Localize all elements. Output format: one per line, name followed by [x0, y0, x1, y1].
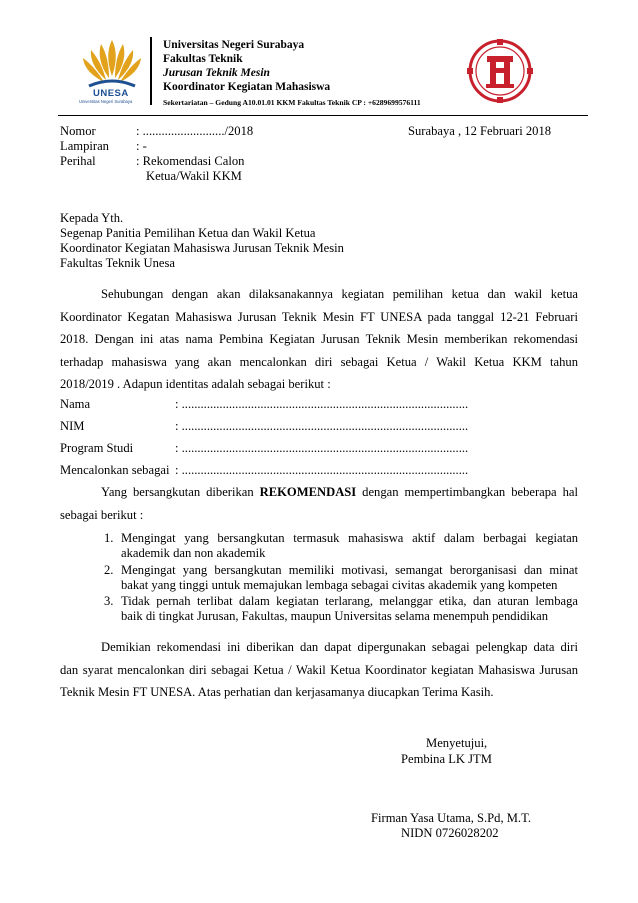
signer-name: Firman Yasa Utama, S.Pd, M.T. — [371, 811, 531, 825]
list-text: Mengingat yang bersangkutan memiliki motivasi, semangat berorganisasi dan minat — [121, 563, 578, 577]
list-text: bakat yang tinggi untuk memajukan lembaga sebagai civitas akademik yang kompeten — [121, 578, 558, 592]
recipient-greeting: Kepada Yth. — [60, 211, 124, 225]
recipient-line: Fakultas Teknik Unesa — [60, 256, 176, 270]
kkm-jtm-emblem-icon — [466, 38, 534, 104]
header-divider — [150, 37, 152, 105]
header-address: Sekertariatan – Gedung A10.01.01 KKM Fakultas Teknik CP : +6289699576111 — [163, 98, 421, 107]
field-label-program-studi: Program Studi — [60, 441, 134, 455]
paragraph-line: Teknik Mesin FT UNESA. Atas perhatian dan kerjasamanya diucapkan Terima Kasih. — [60, 685, 494, 700]
paragraph-line — [60, 481, 578, 504]
body-paragraph-intro — [60, 283, 578, 396]
unesa-logo-text: UNESA — [93, 88, 129, 99]
list-item — [104, 594, 578, 624]
unesa-logo — [79, 36, 145, 108]
field-blank-nama: : ........................................................................................... — [175, 397, 469, 411]
paragraph-line: dan syarat mencalonkan diri sebagai Ketua / Wakil Ketua Koordinator kegiatan Mahasiswa Jurusan — [60, 662, 578, 677]
letter-date: Surabaya , 12 Februari 2018 — [408, 124, 552, 138]
paragraph-line: Demikian rekomendasi ini diberikan dan dapat dipergunakan sebagai pelengkap data diri — [101, 640, 578, 654]
faculty-name: Fakultas Teknik — [163, 53, 243, 65]
signer-nidn: NIDN 0726028202 — [401, 826, 499, 840]
kkm-logo — [466, 38, 534, 104]
field-label-mencalonkan: Mencalonkan sebagai — [60, 463, 170, 477]
list-text: baik di tingkat Jurusan, Fakultas, maupun Universitas selama menempuh pendidikan — [121, 609, 549, 623]
rekomendasi-emphasis: REKOMENDASI — [259, 485, 357, 499]
lampiran-label: Lampiran — [60, 139, 109, 153]
list-number: 1. — [104, 531, 114, 545]
perihal-value-cont: Ketua/Wakil KKM — [146, 169, 242, 183]
paragraph-line: 2018/2019 . Adapun identitas adalah sebagai berikut : — [60, 377, 331, 392]
university-name: Universitas Negeri Surabaya — [163, 39, 305, 51]
nomor-label: Nomor — [60, 124, 96, 138]
list-number: 2. — [104, 563, 114, 577]
perihal-label: Perihal — [60, 154, 96, 168]
paragraph-line: 2018. Dengan ini atas nama Pembina Kegiatan Jurusan Teknik Mesin memberikan rekomendasi — [60, 332, 578, 347]
paragraph-line: sebagai berikut : — [60, 507, 144, 522]
organization-name: Koordinator Kegiatan Mahasiswa — [163, 81, 331, 93]
list-number: 3. — [104, 594, 114, 608]
list-text: Tidak pernah terlibat dalam kegiatan terlarang, melanggar etika, dan aturan lembaga — [121, 594, 578, 608]
approval-label: Menyetujui, — [426, 736, 488, 750]
header-rule — [58, 115, 588, 116]
field-blank-nim: : ........................................................................................... — [175, 419, 469, 433]
list-item — [104, 531, 578, 561]
unesa-emblem-icon — [79, 36, 145, 92]
field-label-nim: NIM — [60, 419, 85, 433]
field-blank-mencalonkan: : ........................................................................................... — [175, 463, 469, 477]
letterhead — [0, 0, 638, 118]
paragraph-line: terhadap mahasiswa yang akan mencalonkan diri sebagai Ketua / Wakil Ketua KKM tahun — [60, 354, 578, 369]
list-item — [104, 563, 578, 593]
nomor-value: : ........................../2018 — [136, 124, 254, 138]
paragraph-line: Sehubungan dengan akan dilaksanakannya kegiatan pemilihan ketua dan wakil ketua — [101, 287, 578, 301]
perihal-value: : Rekomendasi Calon — [136, 154, 245, 168]
field-blank-program-studi: : ........................................................................................... — [175, 441, 469, 455]
body-paragraph-closing — [60, 636, 578, 704]
list-text: akademik dan non akademik — [121, 546, 266, 560]
recipient-line: Segenap Panitia Pemilihan Ketua dan Wakil Ketua — [60, 226, 316, 240]
signer-role: Pembina LK JTM — [401, 752, 492, 766]
department-name: Jurusan Teknik Mesin — [163, 67, 270, 79]
recipient-line: Koordinator Kegiatan Mahasiswa Jurusan Teknik Mesin — [60, 241, 344, 255]
unesa-logo-subtext: Universitas Negeri Surabaya — [79, 99, 133, 104]
paragraph-text: Yang bersangkutan diberikan — [101, 485, 260, 499]
paragraph-line: Koordinator Kegatan Mahasiswa Jurusan Teknik Mesin FT UNESA pada tanggal 12-21 Februari — [60, 309, 578, 324]
lampiran-value: : - — [136, 139, 147, 153]
body-paragraph-recommendation — [60, 481, 578, 526]
list-text: Mengingat yang bersangkutan termasuk mahasiswa aktif dalam berbagai kegiatan — [121, 531, 578, 545]
paragraph-text: dengan mempertimbangkan beberapa hal — [356, 485, 578, 499]
field-label-nama: Nama — [60, 397, 91, 411]
